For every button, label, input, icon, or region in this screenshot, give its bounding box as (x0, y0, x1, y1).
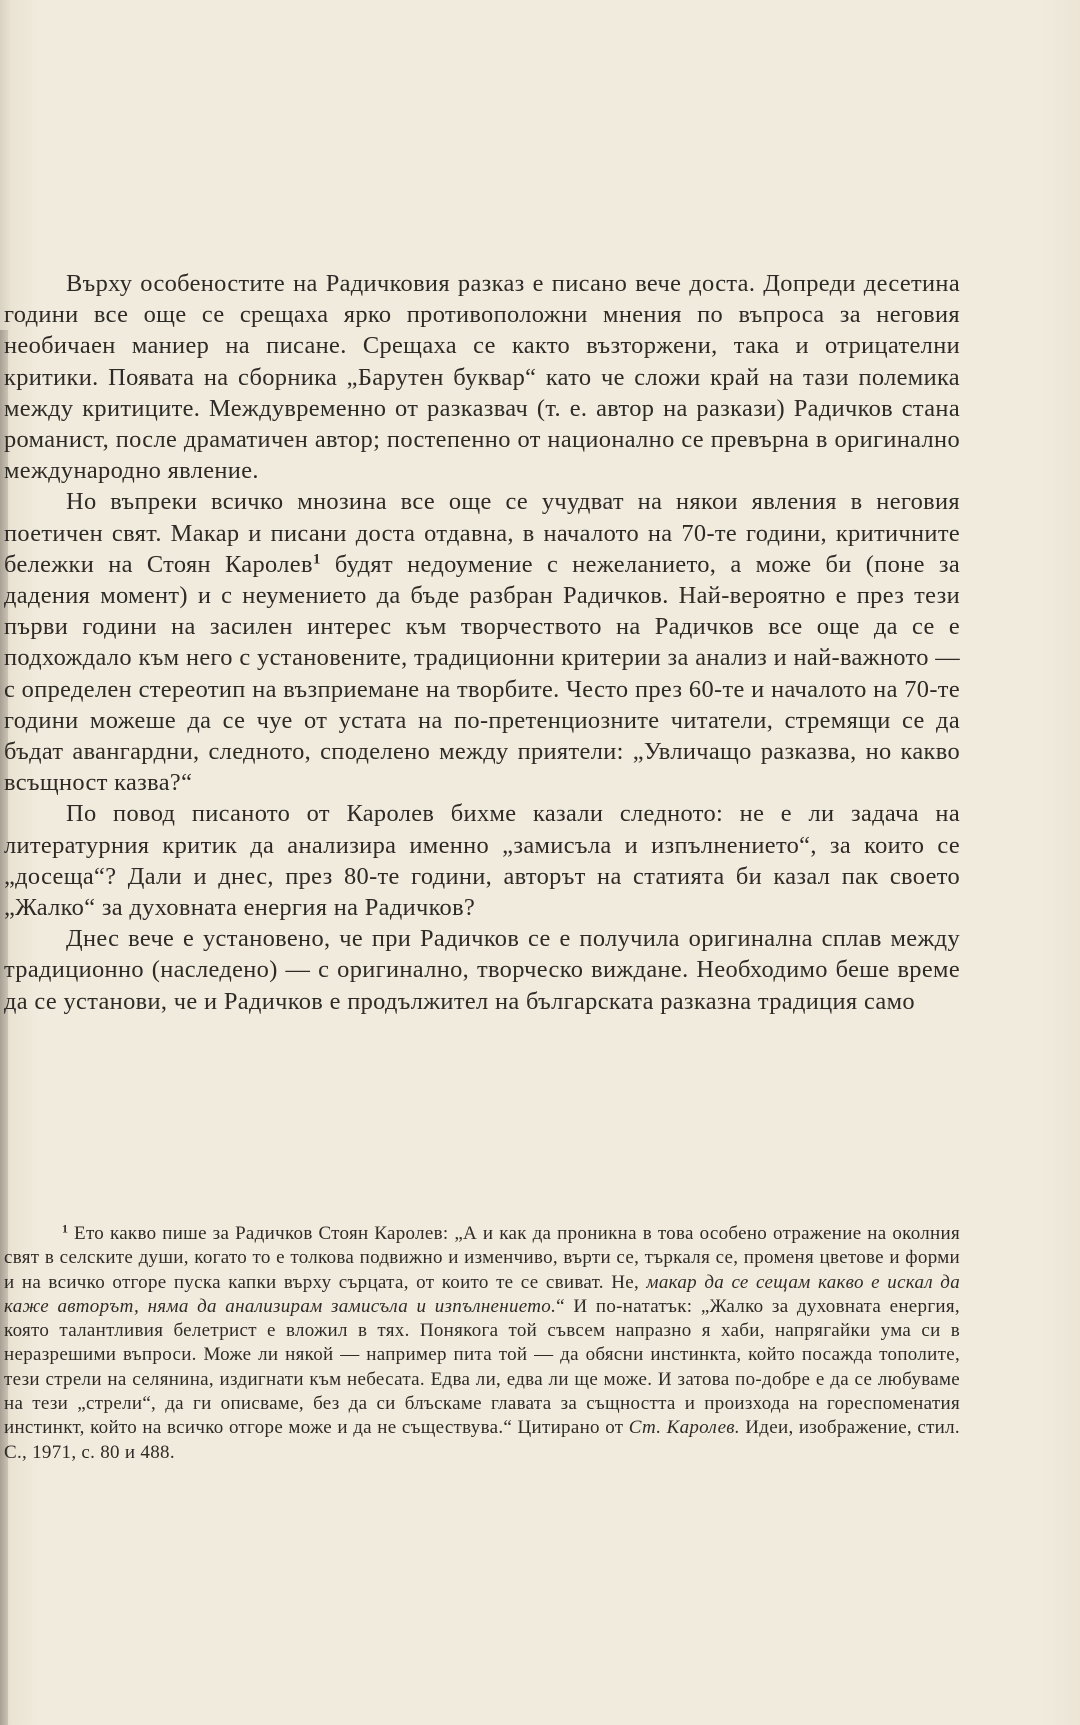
main-text (4, 268, 960, 1017)
footnote-text-3: Идеи, изображение, стил. С., 1971, с. 80 и 488. (4, 1417, 960, 1463)
paragraph-1: Върху особеностите на Радичковия разказ е писано вече доста. Допреди десетина години все още се срещаха ярко противоположни мнения по въпроса за неговия необичаен маниер на писане. Срещаха се както възторжени, така и отрицателни критики. Появата на сборника „Барутен буквар“ като че сложи край на тази полемика между критиците. Междувременно от разказвач (т. е. автор на разкази) Радичков стана романист, после драматичен автор; постепенно от национално се превърна в оригинално международно явление. (4, 270, 960, 485)
footnote-text-1: Ето какво пише за Радичков Стоян Каролев: „А и как да проникна в това особено отражение на околния свят в селските души, когато то е толкова подвижно и изменчиво, върти се, търкаля се, променя цветове и форми и на всичко отгоре пуска капки върху сърцата, от които те се свиват. Не, (4, 1223, 960, 1293)
footnote-1 (4, 1222, 960, 1465)
footnotes (4, 1222, 960, 1465)
paragraph-2-text: Но въпреки всичко мнозина все още се учудват на някои явления в неговия поетичен свят. Макар и писани доста отдавна, в началото на 70-те години, критичните бележки на Стоян Каролев (4, 488, 960, 578)
paragraph-4: Днес вече е установено, че при Радичков се е получила оригинална сплав между традиционно (наследено) — с оригинално, творческо виждане. Необходимо беше време да се установи, че и Радичков е продължител на българската разказна традиция само (4, 925, 960, 1015)
footnote-italic-quote: макар да се сещам какво е искал да каже авторът, няма да анализирам замисъла и изпълнението. (4, 1271, 960, 1317)
paragraph-3: По повод писаното от Каролев бихме казали следното: не е ли задача на литературния критик да анализира именно „замисъла и изпълнението“, за които се „досеща“? Дали и днес, през 80-те години, авторът на статията би казал пак своето „Жалко“ за духовната енергия на Радичков? (4, 800, 960, 922)
footnote-author-citation: Ст. Каролев. (628, 1417, 740, 1439)
footnote-text-2: “ И по-нататък: „Жалко за духовната енергия, която талантливия белетрист е вложил в тях. Понякога той съвсем напразно я хаби, напрягайки ума си в неразрешими въпроси. Може ли някой — например пита той — да обясни инстинкта, който посажда тополите, тези стрели на селянина, издигнати към небесата. Едва ли, едва ли ще може. И затова по-добре е да се любуваме на тези „стрели“, да ги описваме, без да си блъскаме главата за същността и произхода на гореспоменатия инстинкт, който на всичко отгоре може и да не съществува.“ Цитирано от (4, 1295, 960, 1439)
paragraph-2 (4, 486, 960, 798)
footnote-marker: 1 (62, 1222, 69, 1236)
footnote-reference[interactable]: 1 (312, 551, 321, 568)
paragraph-2-continuation: будят недоумение с нежеланието, а може би (поне за дадения момент) и с неумението да бъде разбран Радичков. Най-вероятно е през тези първи години на засилен интерес към творчеството на Радичков все още да се е подхождало към него с установените, традиционни критерии за анализ и най-важното — с определен стереотип на възприемане на творбите. Често през 60-те и началото на 70-те години можеше да се чуе от устата на по-претенциозните читатели, стремящи се да бъдат авангардни, следното, споделено между приятели: „Увличащо разказва, но какво всъщност казва?“ (4, 550, 960, 797)
